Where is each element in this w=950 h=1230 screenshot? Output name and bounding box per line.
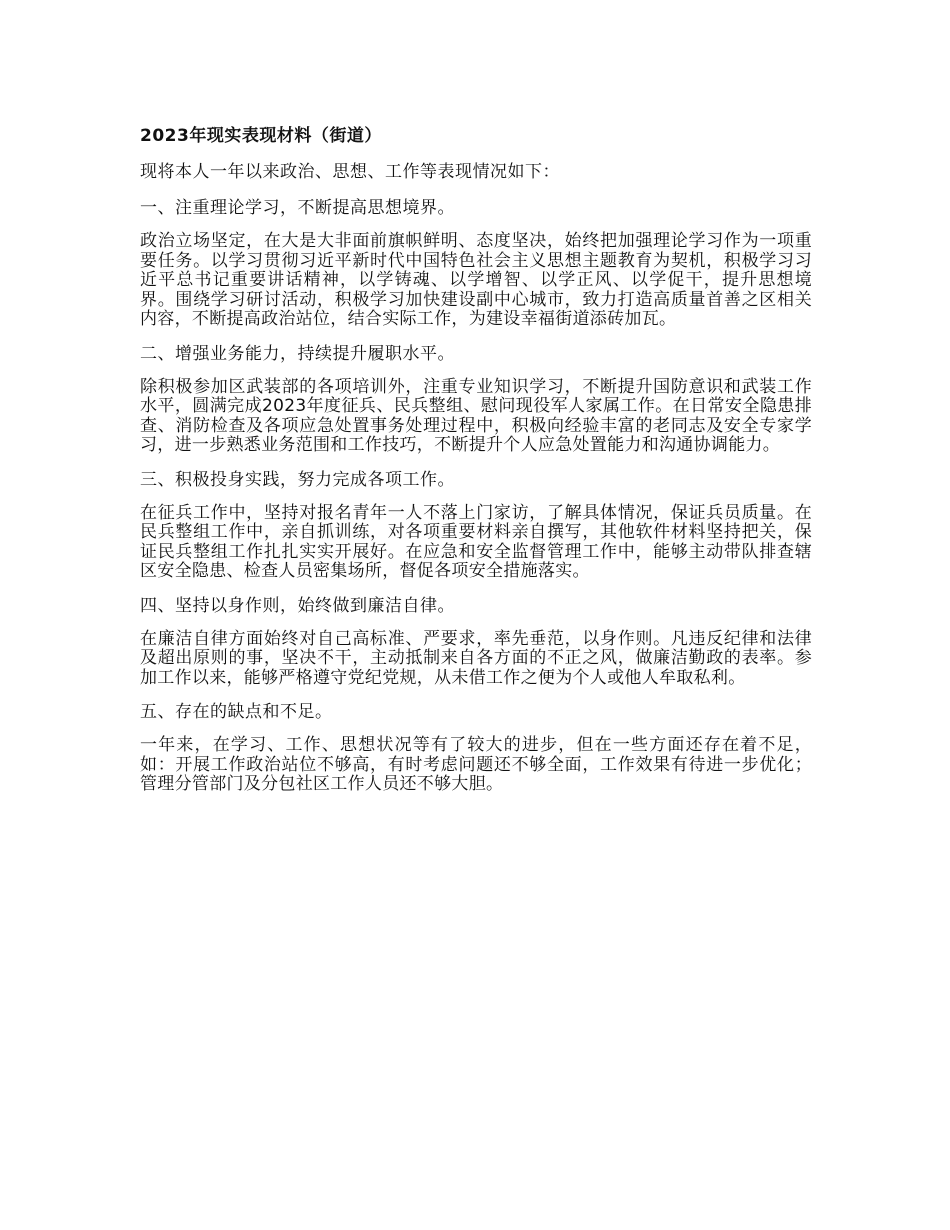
section-5 [140,700,812,795]
section-heading: 三、积极投身实践，努力完成各项工作。 [140,469,455,490]
section-heading: 一、注重理论学习，不断提高思想境界。 [140,198,455,218]
section-body: 在征兵工作中，坚持对报名青年一人不落上门家访，了解具体情况，保证兵员质量。在民兵整组工作中，亲自抓训练，对各项重要材料亲自撰写，其他软件材料坚持把关，保证民兵整组工作扎扎实实开展好。在应急和安全监督管理工作中，能够主动带队排查辖区安全隐患、检查人员密集场所，督促各项安全措施落实。 [140,502,812,581]
section-body: 政治立场坚定，在大是大非面前旗帜鲜明、态度坚决，始终把加强理论学习作为一项重要任务。以学习贯彻习近平新时代中国特色社会主义思想主题教育为契机，积极学习习近平总书记重要讲话精神，以学铸魂、以学增智、以学正风、以学促干，提升思想境界。围绕学习研讨活动，积极学习加快建设副中心城市，致力打造高质量首善之区相关内容，不断提高政治站位，结合实际工作，为建设幸福街道添砖加瓦。 [140,231,812,329]
section-body: 一年来，在学习、工作、思想状况等有了较大的进步，但在一些方面还存在着不足，如：开展工作政治站位不够高，有时考虑问题还不够全面，工作效果有待进一步优化；管理分管部门及分包社区工作人员还不够大胆。 [140,735,812,794]
section-heading: 四、坚持以身作则，始终做到廉洁自律。 [140,595,455,616]
section-2 [140,342,812,456]
section-body: 除积极参加区武装部的各项培训外，注重专业知识学习，不断提升国防意识和武装工作水平，圆满完成2023年度征兵、民兵整组、慰问现役军人家属工作。在日常安全隐患排查、消防检查及各项应急处置事务处理过程中，积极向经验丰富的老同志及安全专家学习，进一步熟悉业务范围和工作技巧，不断提升个人应急处置能力和沟通协调能力。 [140,376,812,455]
document-page [140,124,812,807]
section-1 [140,196,812,330]
document-intro: 现将本人一年以来政治、思想、工作等表现情况如下： [140,162,560,182]
document-title: 2023年现实表现材料（街道） [140,126,382,146]
section-heading: 二、增强业务能力，持续提升履职水平。 [140,343,455,364]
section-body: 在廉洁自律方面始终对自己高标准、严要求，率先垂范，以身作则。凡违反纪律和法律及超出原则的事，坚决不干，主动抵制来自各方面的不正之风，做廉洁勤政的表率。参加工作以来，能够严格遵守党纪党规，从未借工作之便为个人或他人牟取私利。 [140,628,812,688]
section-3 [140,468,812,582]
section-heading: 五、存在的缺点和不足。 [140,702,333,722]
section-4 [140,594,812,689]
